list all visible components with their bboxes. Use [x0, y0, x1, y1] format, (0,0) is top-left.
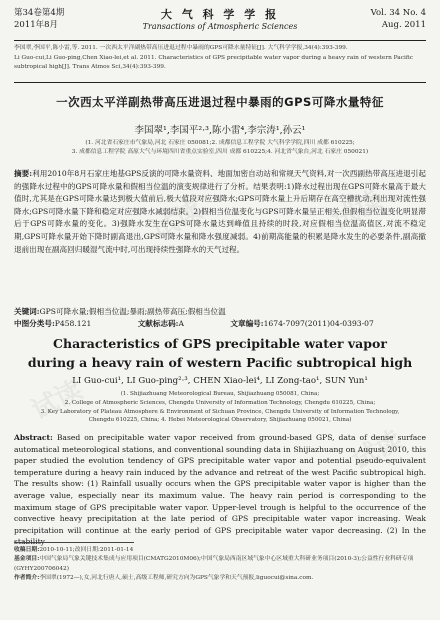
date-en: Aug. 2011 [381, 20, 426, 30]
document-code [138, 319, 206, 328]
authors-cn: 李国翠¹,李国平²·³,陈小雷⁴,李宗涛¹,孙云¹ [134, 125, 306, 136]
funding-value: 中国气象局气象关键技术集成与应用项目(CMATG2010M06);中国气象局西南区域气象中心区域重大科研业务项目(2010-3);公益性行业科研专项(GYHY200706042) [14, 556, 414, 572]
received-date [14, 546, 426, 555]
author-bio-label: 作者简介: [14, 575, 40, 582]
watermark-2: 试读 [327, 185, 388, 237]
author-bio [14, 574, 426, 583]
received-value: 2010-10-11;改回日期:2011-01-14 [39, 547, 134, 553]
clc-label: 中图分类号: [14, 319, 55, 328]
title-en-line: during a heavy rain of western Pacific subtropical high [27, 355, 413, 370]
abstract-cn-label: 摘要: [14, 169, 33, 178]
journal-name-cn: 大 气 科 学 学 报 [160, 8, 280, 21]
abstract-cn-text: 利用2010年8月石家庄地基GPS反演的可降水量资料、地面加密自动站和常规天气资料,对一次西副热带高压进退引起的强降水过程中的GPS可降水量和假相当位温的演变规律进行了分析。结果表明:1)降水过程出现在GPS可降水量高于最大值时,尤其是在GPS可降水量达到极大值前后,极大值段对应强降水;GPS可降水量上升后期存在高空槽扰动,利出现对流性强降水;GPS可降水量下降和稳定对应强降水减弱结束。2)假相当位温变化与GPS可降水量呈正相关,但假相当位温变化明显滞后于GPS可降水量的变化。3)强降水发生在GPS可降水量达到峰值且持续的时段,对应假相当位温高值区,对流不稳定期,GPS可降水量开始下降时副高退出,GPS可降水量和降水强度减弱。4)前期高能量的积累是降水发生的必要条件,副高撤退前出现在副高回归暖湿气流中时,可出现持续性强降水的天气过程。 [14, 169, 426, 254]
abstract-en-text: Based on precipitable water vapor received from ground-based GPS, data of dense surface automatical meteorological stations, and conventional sounding data in Shijiazhuang on August 2010, this paper studied the evolution tendency of GPS precipitable water vapor and potential pseudo-equivalent temperature during a heavy rain induced by the advance and retreat of the west Pacific subtropical high. The results show: (1) Rainfall usually occurs when the GPS precipitable water vapor is higher than the average value, especially near its maximum value. The heavy rain period is corresponding to the maximum stage of GPS precipitable water vapor. Upper-level trough is helpful to the occurrence of the convective heavy precipitation at the late period of GPS precipitable water vapor increasing. Weak precipitation will continue at the early period of GPS precipitable water vapor decreasing. (2) In the stability [14, 433, 426, 547]
watermark-4: 试读 [347, 425, 408, 477]
header-center [14, 6, 426, 31]
watermark-1: 试读 [147, 195, 208, 247]
paper-title-en [14, 334, 426, 372]
journal-name-en: Transactions of Atmospheric Sciences [142, 22, 298, 31]
keywords-cn-text: GPS可降水量;假相当位温;暴雨;副热带高压;假相当位温 [39, 307, 226, 316]
clc-value: P458.121 [54, 319, 92, 328]
abstract-en-label: Abstract: [14, 433, 53, 442]
volume-en: Vol. 34 No. 4 [370, 8, 426, 18]
abstract-en [14, 432, 426, 548]
affiliation-en-line: (1. Shijiazhuang Meteorological Bureau, Shijiazhuang 050081, China; [120, 391, 320, 397]
header-right [371, 7, 426, 31]
journal-header [14, 4, 426, 40]
watermark-3: 试读 [27, 375, 88, 427]
received-label: 收稿日期: [14, 547, 40, 553]
affiliation-en-line: Chengdu 610225, China; 4. Hebei Meteorological Observatory, Shijiazhuang 050021, China) [88, 417, 352, 424]
affiliation-en-line: 2. College of Atmospheric Sciences, Chengdu University of Information Technology, Chengdu 610225, China; [64, 399, 376, 406]
classification-cn [14, 318, 426, 329]
title-en-line: Characteristics of GPS precipitable water vapor [53, 336, 387, 351]
article-id [230, 319, 395, 328]
footnote-rule [14, 542, 134, 543]
funding-label: 基金项目: [14, 556, 40, 563]
doc-label: 文献标志码: [137, 319, 179, 328]
citation-cn: 李国翠,李国平,陈小雷,等. 2011. 一次西太平洋副热带高压进退过程中暴雨的GPS可降水量特征[J]. 大气科学学报,34(4):393-399. [14, 45, 348, 51]
affiliations-en [14, 390, 426, 425]
citation-en: Li Guo-cui,Li Guo-ping,Chen Xiao-lei,et al. 2011. Characteristics of GPS precipitable water vapor during a heavy rain of western Pacific subtropical high[J]. Trans Atmos Sci,34(4):393-399. [14, 55, 413, 70]
affiliation-en-line: 3. Key Laboratory of Plateau Atmosphere & Environment of Sichuan Province, Chengdu University of Information Technology, [40, 408, 400, 415]
authors-en: LI Guo-cui¹, LI Guo-ping²·³, CHEN Xiao-lei⁴, LI Zong-tao¹, SUN Yun¹ [72, 376, 368, 386]
header-rule [14, 40, 426, 41]
keywords-cn [14, 306, 426, 317]
abstract-cn [14, 168, 426, 256]
clc-number [14, 319, 113, 328]
date-cn: 2011年8月 [14, 20, 59, 30]
affiliation-line: (1. 河北省石家庄市气象局,河北 石家庄 050081;2. 成都信息工程学院 大气科学学院,四川 成都 610225; [85, 140, 355, 146]
citation-rule [14, 82, 426, 83]
paper-title-cn: 一次西太平洋副热带高压进退过程中暴雨的GPS可降水量特征 [56, 95, 384, 109]
volume-cn: 第34卷第4期 [14, 8, 65, 18]
id-value: 1674-7097(2011)04-0393-07 [263, 319, 374, 328]
funding [14, 555, 426, 574]
keywords-cn-label: 关键词: [14, 307, 40, 316]
affiliations-cn [20, 139, 420, 157]
author-bio-value: 李国翠(1972—),女,河北行唐人,硕士,高级工程师,研究方向为GPS气象学和天气预报,liguocui@sina.com. [39, 575, 314, 582]
footnote [14, 546, 426, 584]
doc-value: A [178, 319, 184, 328]
affiliation-line: 3. 成都信息工程学院 高原大气与环境四川省重点实验室,四川 成都 610225;4. 河北省气象台,河北 石家庄 050021) [71, 149, 369, 155]
id-label: 文章编号: [230, 319, 264, 328]
